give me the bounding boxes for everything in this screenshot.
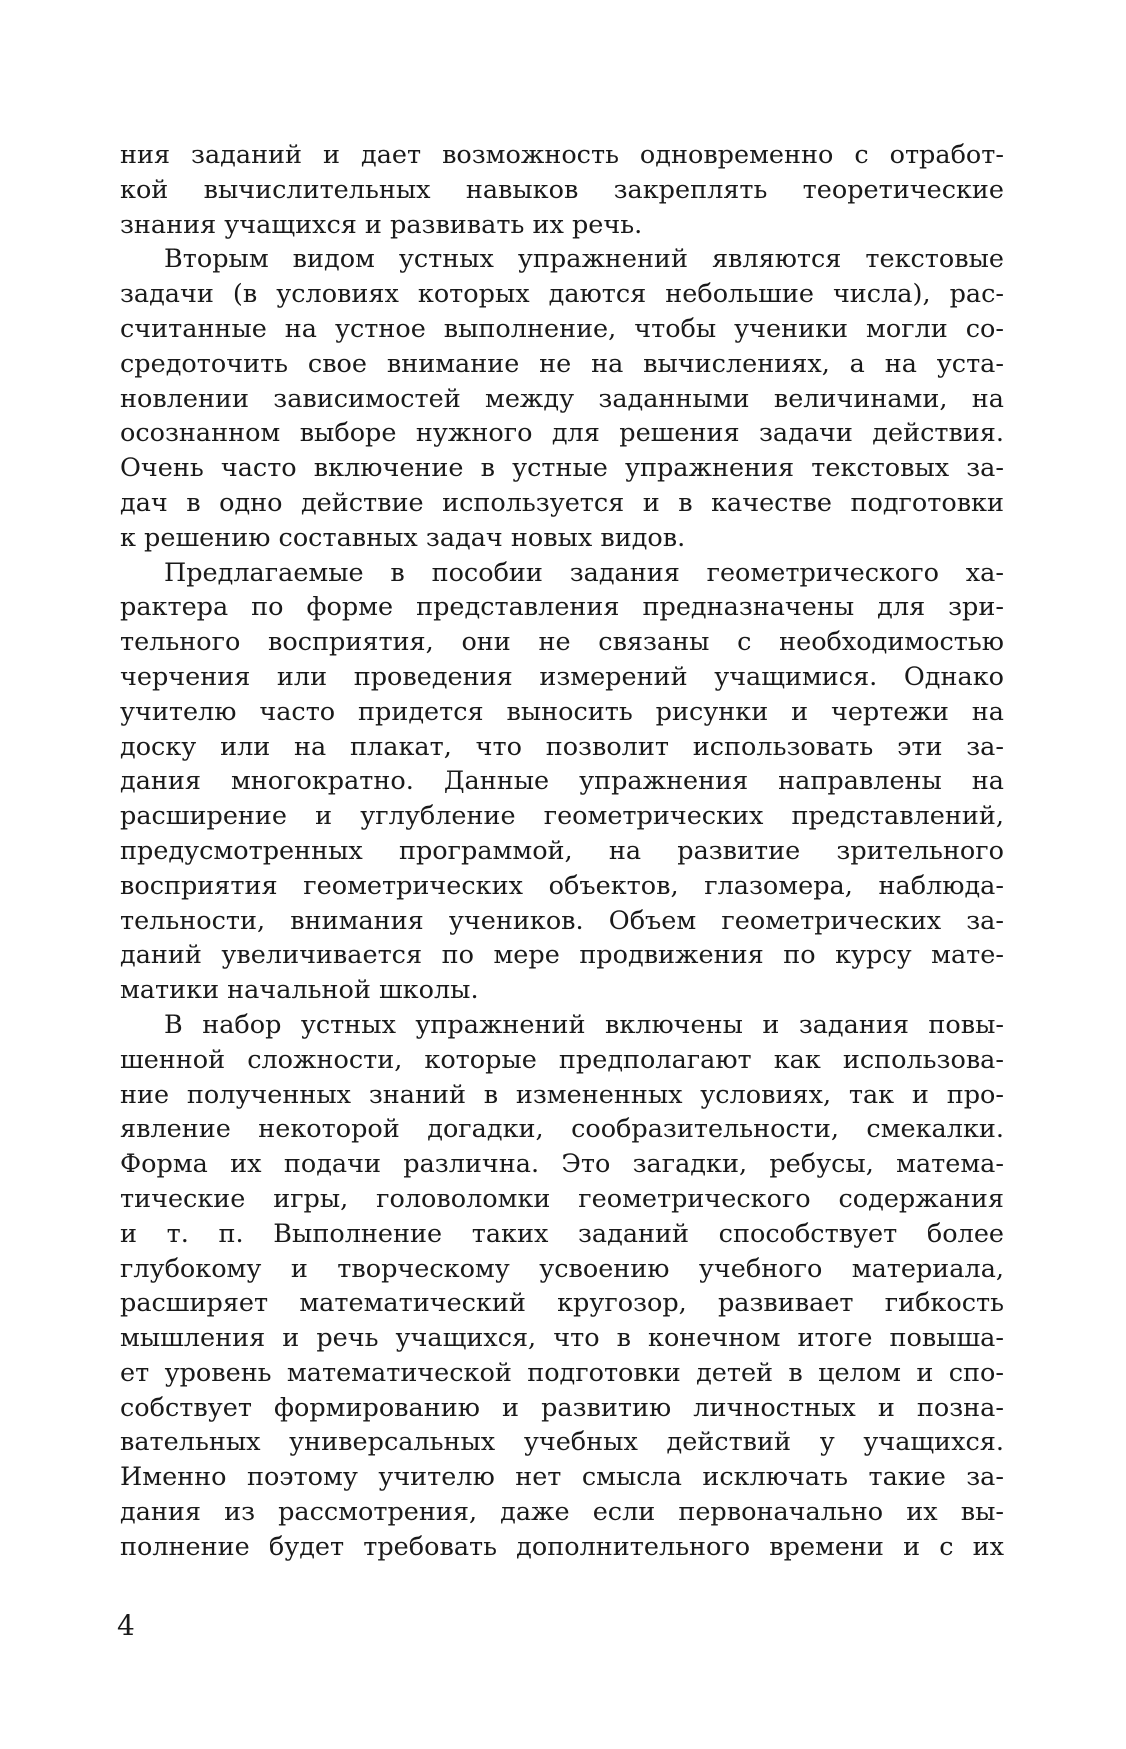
text-line: доску или на плакат, что позволит использовать эти за- bbox=[120, 731, 1004, 762]
paragraph bbox=[120, 138, 1004, 242]
text-line: восприятия геометрических объектов, глазомера, наблюда- bbox=[120, 870, 1004, 901]
text-line: мышления и речь учащихся, что в конечном итоге повыша- bbox=[120, 1323, 1004, 1354]
text-line: полнение будет требовать дополнительного времени и с их bbox=[120, 1531, 1004, 1562]
body-text bbox=[120, 138, 1004, 1565]
text-line: собствует формированию и развитию личностных и позна- bbox=[120, 1392, 1004, 1423]
text-line: ния заданий и дает возможность одновременно с отработ- bbox=[120, 140, 1004, 170]
page-number: 4 bbox=[117, 1609, 135, 1642]
text-line: к решению составных задач новых видов. bbox=[120, 522, 686, 553]
text-line: тельного восприятия, они не связаны с необходимостью bbox=[120, 627, 1004, 658]
paragraph bbox=[120, 556, 1004, 1008]
text-line: дания из рассмотрения, даже если первоначально их вы- bbox=[120, 1497, 1004, 1528]
text-line: явление некоторой догадки, сообразительности, смекалки. bbox=[120, 1114, 1004, 1145]
text-line: рактера по форме представления предназначены для зри- bbox=[120, 592, 1004, 623]
text-line: знания учащихся и развивать их речь. bbox=[120, 209, 643, 240]
text-line: задачи (в условиях которых даются небольшие числа), рас- bbox=[120, 279, 1004, 310]
text-line: ет уровень математической подготовки детей в целом и спо- bbox=[120, 1357, 1004, 1388]
text-line: дания многократно. Данные упражнения направлены на bbox=[120, 766, 1004, 797]
paragraph bbox=[120, 1008, 1004, 1565]
text-line: тические игры, головоломки геометрического содержания bbox=[120, 1183, 1004, 1214]
text-line: Именно поэтому учителю нет смысла исключать такие за- bbox=[120, 1462, 1004, 1493]
text-line: Форма их подачи различна. Это загадки, ребусы, матема- bbox=[120, 1149, 1004, 1180]
text-line: черчения или проведения измерений учащимися. Однако bbox=[120, 661, 1004, 692]
paragraph bbox=[120, 242, 1004, 555]
text-line: Вторым видом устных упражнений являются текстовые bbox=[164, 244, 1004, 275]
text-line: осознанном выборе нужного для решения задачи действия. bbox=[120, 418, 1004, 449]
text-line: считанные на устное выполнение, чтобы ученики могли со- bbox=[120, 313, 1004, 344]
text-line: глубокому и творческому усвоению учебного материала, bbox=[120, 1253, 1004, 1284]
text-line: матики начальной школы. bbox=[120, 975, 479, 1006]
text-line: учителю часто придется выносить рисунки и чертежи на bbox=[120, 696, 1004, 727]
text-line: новлении зависимостей между заданными величинами, на bbox=[120, 383, 1004, 414]
text-line: и т. п. Выполнение таких заданий способствует более bbox=[120, 1218, 1004, 1249]
text-line: расширяет математический кругозор, развивает гибкость bbox=[120, 1288, 1004, 1319]
text-line: даний увеличивается по мере продвижения по курсу мате- bbox=[120, 940, 1004, 971]
text-line: тельности, внимания учеников. Объем геометрических за- bbox=[120, 905, 1004, 936]
text-line: кой вычислительных навыков закреплять теоретические bbox=[120, 174, 1004, 205]
text-line: вательных универсальных учебных действий у учащихся. bbox=[120, 1427, 1004, 1458]
text-line: шенной сложности, которые предполагают как использова- bbox=[120, 1044, 1004, 1075]
text-line: Очень часто включение в устные упражнения текстовых за- bbox=[120, 453, 1004, 484]
text-line: расширение и углубление геометрических представлений, bbox=[120, 801, 1004, 832]
text-line: В набор устных упражнений включены и задания повы- bbox=[164, 1009, 1004, 1040]
text-line: предусмотренных программой, на развитие зрительного bbox=[120, 835, 1004, 866]
text-line: Предлагаемые в пособии задания геометрического ха- bbox=[164, 557, 1004, 588]
text-line: дач в одно действие используется и в качестве подготовки bbox=[120, 487, 1004, 518]
text-line: ние полученных знаний в измененных условиях, так и про- bbox=[120, 1079, 1004, 1110]
text-line: средоточить свое внимание не на вычислениях, а на уста- bbox=[120, 348, 1004, 379]
